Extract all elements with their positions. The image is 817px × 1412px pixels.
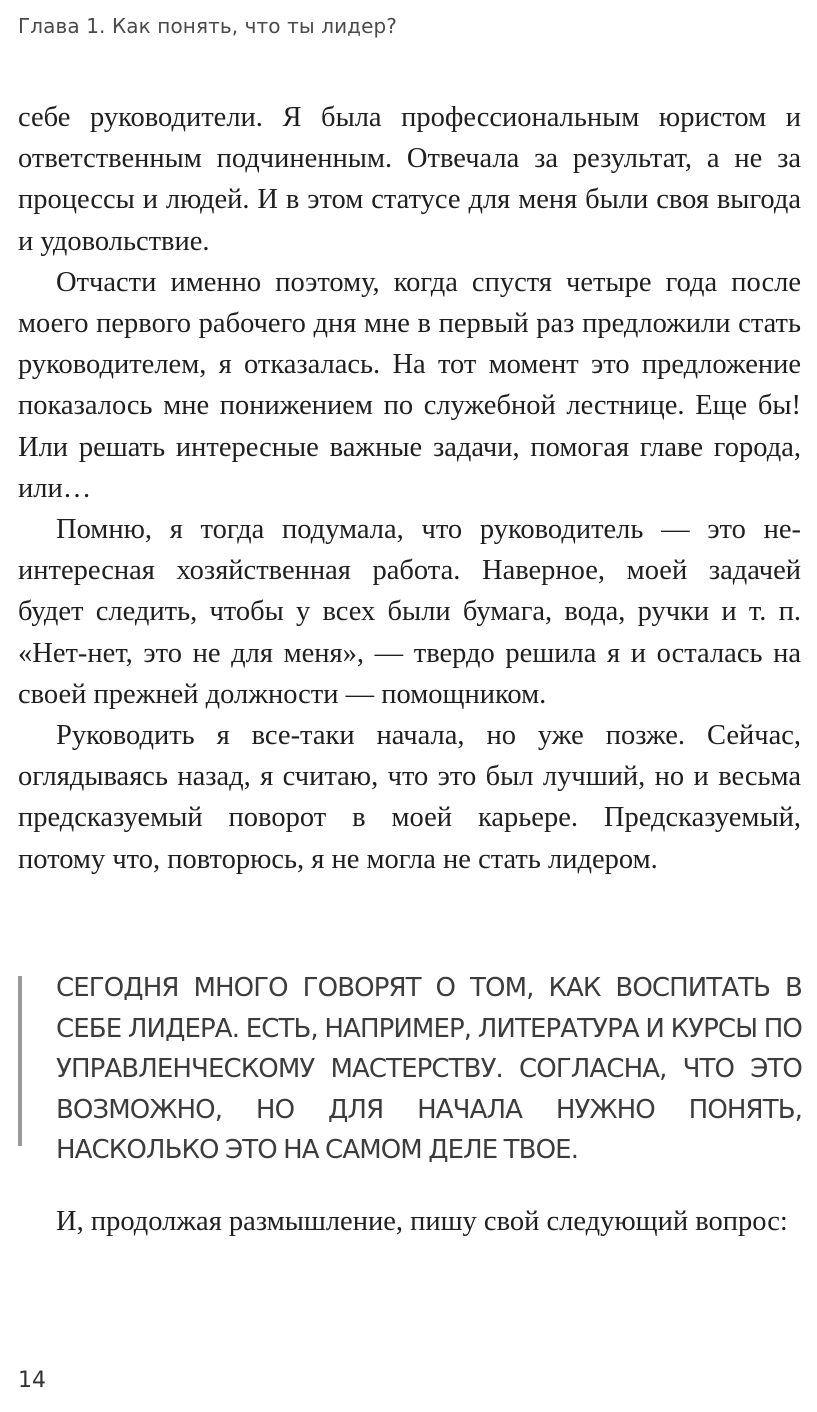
paragraph: Помню, я тогда подумала, что руководитель — это неинтересная хозяйственная работа. Наверное, моей задачей будет следить, чтобы у всех были бумага, вода, ручки и т. п. «Нет-нет, это не для меня», — твердо решила я и осталась на своей прежней должности — помощником. — [18, 514, 801, 710]
paragraph: Отчасти именно поэтому, когда спустя четыре года после моего первого рабочего дня мне в первый раз предложили стать руководителем, я отказалась. На тот момент это предложение показалось мне понижением по служебной лестнице. Еще бы! Или решать интересные важные задачи, помогая главе города, или… — [18, 266, 801, 504]
paragraph-continuation: себе руководители. Я была профессиональным юристом и ответственным подчиненным. Отвечала за результат, а не за процессы и людей. И в этом статусе для меня были своя выгода и удовольствие. — [18, 102, 801, 257]
pullquote-text: СЕГОДНЯ МНОГО ГОВОРЯТ О ТОМ, КАК ВОСПИТАТЬ В СЕБЕ ЛИДЕРА. ЕСТЬ, НАПРИМЕР, ЛИТЕРАТУРА И КУРСЫ ПО УПРАВЛЕНЧЕСКОМУ МАСТЕРСТВУ. СОГЛАСНА, ЧТО ЭТО ВОЗМОЖНО, НО ДЛЯ НАЧАЛА НУЖНО ПОНЯТЬ, НАСКОЛЬКО ЭТО НА САМОМ ДЕЛЕ ТВОЕ. — [56, 973, 802, 1165]
running-head: Глава 1. Как понять, что ты лидер? — [18, 14, 398, 38]
pullquote — [18, 968, 802, 1165]
paragraph: Руководить я все-таки начала, но уже позже. Сейчас, оглядываясь назад, я считаю, что это был лучший, но и весьма предсказуемый поворот в моей карьере. Предсказуемый, потому что, повторюсь, я не могла не стать лидером. — [18, 720, 801, 875]
page-number: 14 — [18, 1368, 46, 1393]
pullquote-bar — [18, 976, 22, 1146]
closing-text — [18, 1201, 801, 1242]
closing-paragraph: И, продолжая размышление, пишу свой следующий вопрос: — [56, 1206, 788, 1237]
main-text — [18, 97, 801, 880]
